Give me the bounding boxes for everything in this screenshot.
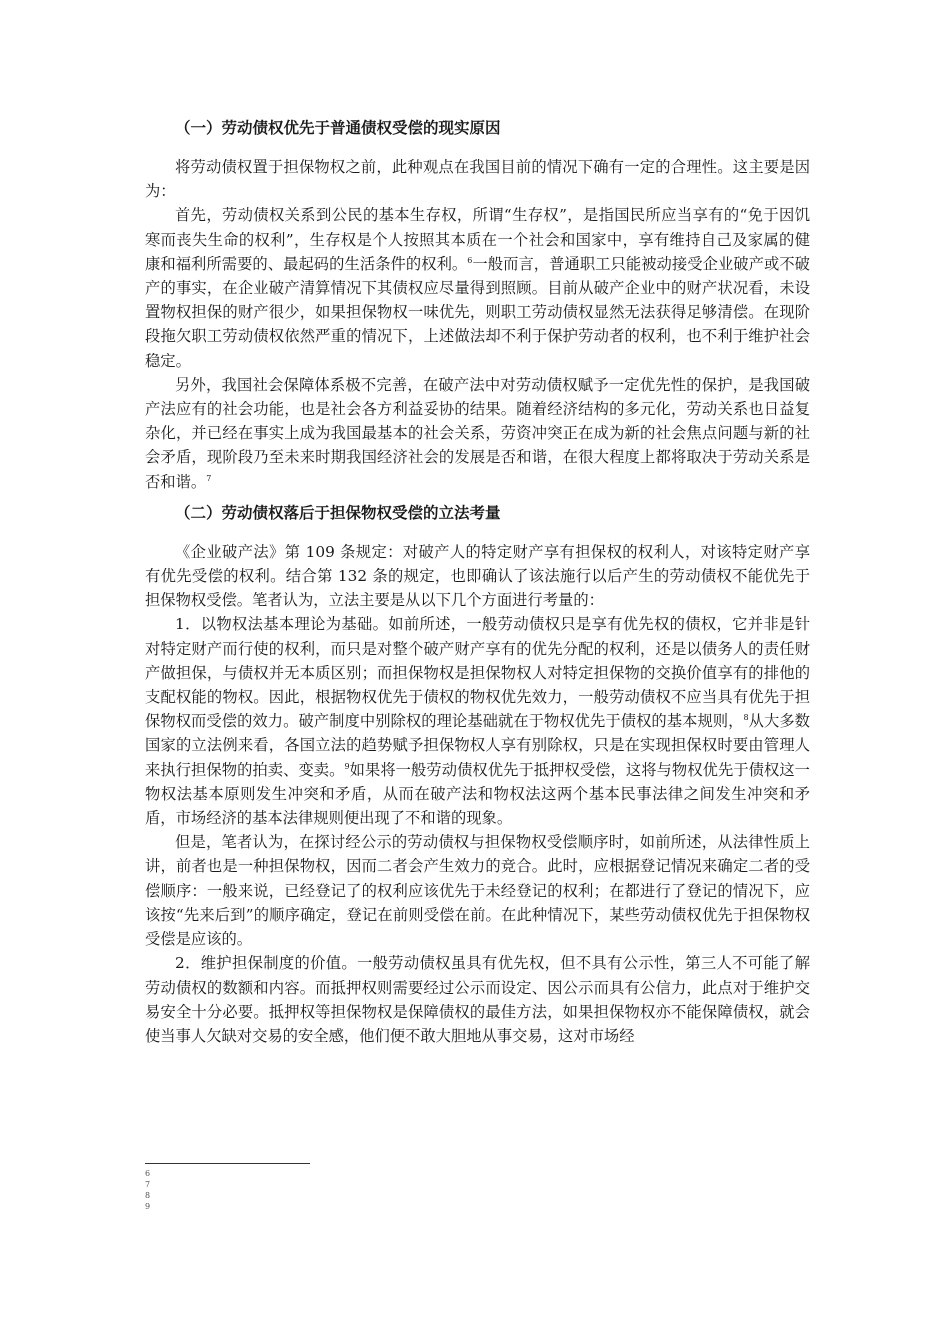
- paragraph: 另外，我国社会保障体系极不完善，在破产法中对劳动债权赋予一定优先性的保护，是我国破产法应有的社会功能，也是社会各方利益妥协的结果。随着经济结构的多元化，劳动关系也日益复杂化，并已经在事实上成为我国最基本的社会关系，劳资冲突正在成为新的社会焦点问题与新的社会矛盾，现阶段乃至未来时期我国经济社会的发展是否和谐，在很大程度上都将取决于劳动关系是否和谐。$^7$: [145, 375, 810, 491]
- footnote-ref[interactable]: 7: [206, 473, 212, 483]
- body-text: [145, 116, 810, 1048]
- section-heading-1: （一）劳动债权优先于普通债权受偿的现实原因: [175, 119, 501, 137]
- paragraph: 2．维护担保制度的价值。一般劳动债权虽具有优先权，但不具有公示性，第三人不可能了解劳动债权的数额和内容。而抵押权则需要经过公示而设定、因公示而具有公信力，此点对于维护交易安全十分必要。抵押权等担保物权是保障债权的最佳方法，如果担保物权亦不能保障债权，就会使当事人欠缺对交易的安全感，他们便不敢大胆地从事交易，这对市场经: [145, 954, 810, 1045]
- footnotes: [145, 1168, 150, 1212]
- footnote-ref[interactable]: 6: [467, 255, 473, 265]
- paragraph: 但是，笔者认为，在探讨经公示的劳动债权与担保物权受偿顺序时，如前所述，从法律性质上讲，前者也是一种担保物权，因而二者会产生效力的竞合。此时，应根据登记情况来确定二者的受偿顺序：一般来说，已经登记了的权利应该优先于未经登记的权利；在都进行了登记的情况下，应该按“先来后到”的顺序确定，登记在前则受偿在前。在此种情况下，某些劳动债权优先于担保物权受偿是应该的。: [145, 833, 810, 949]
- footnote-ref[interactable]: 9: [344, 761, 350, 771]
- paragraph: 将劳动债权置于担保物权之前，此种观点在我国目前的情况下确有一定的合理性。这主要是因为：: [145, 158, 810, 201]
- paragraph: 《企业破产法》第 109 条规定：对破产人的特定财产享有担保权的权利人，对该特定财产享有优先受偿的权利。结合第 132 条的规定，也即确认了该法施行以后产生的劳动债权不能优先于担保物权受偿。笔者认为，立法主要是从以下几个方面进行考量的：: [145, 542, 810, 610]
- footnote-separator: [145, 1163, 310, 1164]
- footnote-number: 6: [145, 1169, 151, 1178]
- footnote-ref[interactable]: 8: [743, 713, 749, 723]
- footnote-number: 8: [145, 1191, 151, 1200]
- footnote-number: 7: [145, 1180, 151, 1189]
- paragraph: 1．以物权法基本理论为基础。如前所述，一般劳动债权只是享有优先权的债权，它并非是针对特定财产而行使的权利，而只是对整个破产财产享有的优先分配的权利，还是以债务人的责任财产做担保，与债权并无本质区别；而担保物权是担保物权人对特定担保物的交换价值享有的排他的支配权能的物权。因此，根据物权优先于债权的物权优先效力，一般劳动债权不应当具有优先于担保物权而受偿的效力。破产制度中别除权的理论基础就在于物权优先于债权的基本规则，$^8$从大多数国家的立法例来看，各国立法的趋势赋予担保物权人享有别除权，只是在实现担保权时要由管理人来执行担保物的拍卖、变卖。$^9$如果将一般劳动债权优先于抵押权受偿，这将与物权优先于债权这一物权法基本原则发生冲突和矛盾，从而在破产法和物权法这两个基本民事法律之间发生冲突和矛盾，市场经济的基本法律规则便出现了不和谐的现象。: [145, 615, 810, 828]
- paragraph: 首先，劳动债权关系到公民的基本生存权，所谓“生存权”，是指国民所应当享有的“免于因饥寒而丧失生命的权利”，生存权是个人按照其本质在一个社会和国家中，享有维持自己及家属的健康和福利所需要的、最起码的生活条件的权利。$^6$一般而言，普通职工只能被动接受企业破产或不破产的事实，在企业破产清算情况下其债权应尽量得到照顾。目前从破产企业中的财产状况看，未设置物权担保的财产很少，如果担保物权一味优先，则职工劳动债权显然无法获得足够清偿。在现阶段拖欠职工劳动债权依然严重的情况下，上述做法却不利于保护劳动者的权利，也不利于维护社会稳定。: [145, 206, 810, 370]
- section-heading-2: （二）劳动债权落后于担保物权受偿的立法考量: [175, 503, 501, 522]
- footnote-number: 9: [145, 1202, 151, 1211]
